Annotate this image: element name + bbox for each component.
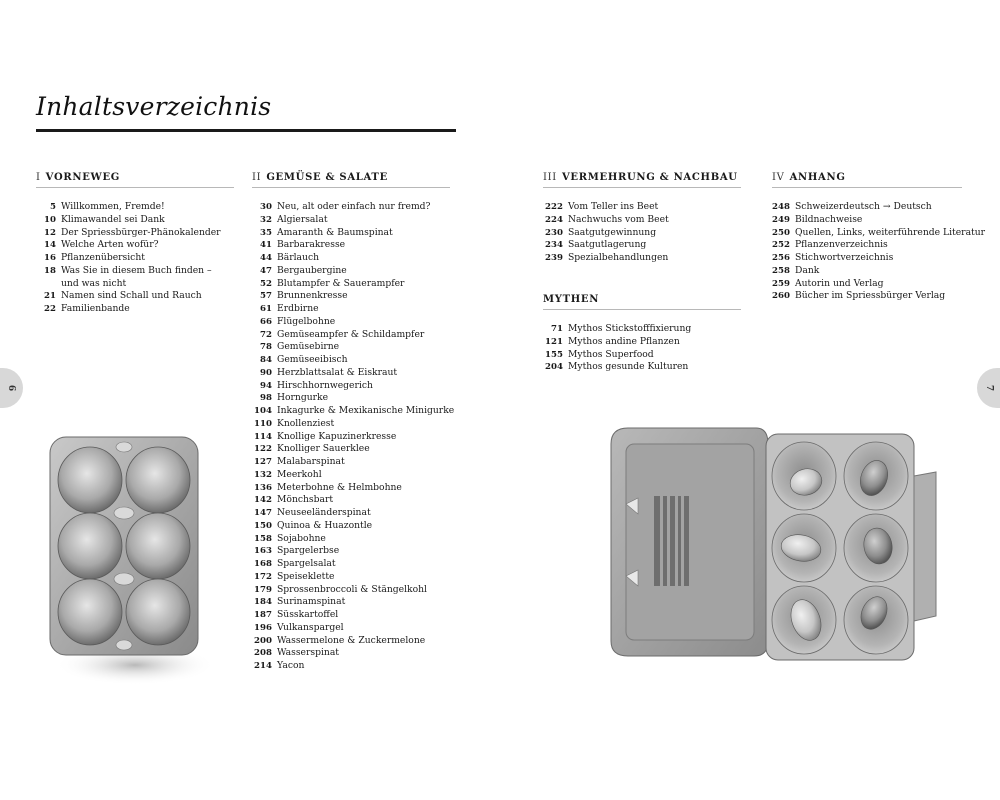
toc-entry-list: [252, 201, 455, 673]
toc-entry-label: Mythos gesunde Kulturen: [568, 361, 689, 373]
toc-page-number: 32: [260, 214, 272, 225]
toc-page-number: 222: [545, 202, 563, 212]
toc-entry[interactable]: [543, 252, 741, 265]
toc-entry[interactable]: [252, 329, 450, 342]
section-heading: [772, 172, 962, 188]
toc-entry[interactable]: [543, 349, 741, 362]
toc-page-number: 230: [545, 227, 563, 238]
toc-page-number: 163: [254, 546, 272, 557]
toc-page-number: 224: [545, 214, 563, 225]
toc-page-number: 136: [254, 482, 272, 493]
toc-page-number: 239: [545, 253, 563, 263]
toc-entry-label: Klimawandel sei Dank: [61, 213, 165, 225]
toc-entry-label: Surinamspinat: [277, 596, 346, 608]
toc-page-number: 16: [44, 253, 56, 263]
toc-page-number: 104: [254, 406, 272, 416]
toc-entry-label: Erdbirne: [277, 303, 319, 314]
toc-page-number: 256: [772, 253, 790, 263]
toc-entry[interactable]: [252, 316, 450, 329]
toc-entry-label: Knolliger Sauerklee: [277, 443, 370, 455]
toc-entry[interactable]: [252, 265, 450, 278]
toc-entry-list: [36, 201, 234, 316]
toc-page-number: 127: [254, 457, 272, 467]
toc-entry[interactable]: [772, 290, 962, 303]
toc-entry[interactable]: [36, 278, 234, 291]
toc-page-number: 52: [260, 278, 272, 289]
page-number-tab-right: [977, 368, 1000, 408]
toc-page-number: 179: [254, 584, 272, 595]
toc-entry[interactable]: [252, 507, 450, 520]
toc-entry-label: Vulkanspargel: [277, 621, 344, 633]
toc-entry-label: Meterbohne & Helmbohne: [277, 481, 402, 493]
toc-entry-label: Amaranth & Baumspinat: [277, 226, 393, 238]
toc-entry-label: Nachwuchs vom Beet: [568, 213, 669, 225]
toc-entry[interactable]: [543, 361, 741, 374]
toc-entry-label: Spargelerbse: [277, 545, 340, 557]
toc-entry-label: Flügelbohne: [277, 315, 336, 327]
toc-entry-label: Malabarspinat: [277, 456, 345, 467]
toc-page-number: 196: [254, 622, 272, 633]
toc-page-number: 122: [254, 444, 272, 455]
toc-page-number: 84: [260, 355, 272, 365]
toc-entry-label: Sprossenbroccoli & Stängelkohl: [277, 583, 427, 595]
toc-entry-label: Was Sie in diesem Buch finden –: [61, 264, 212, 276]
toc-entry[interactable]: [252, 456, 450, 469]
section-title: MYTHEN: [543, 294, 600, 305]
toc-entry[interactable]: [252, 367, 450, 380]
toc-page-number: 200: [254, 635, 272, 646]
toc-page-number: 78: [260, 342, 272, 353]
toc-entry[interactable]: [543, 201, 741, 214]
toc-page-number: 90: [260, 367, 272, 378]
toc-entry-label: Algiersalat: [277, 213, 328, 225]
toc-entry[interactable]: [252, 647, 450, 660]
toc-entry[interactable]: [772, 214, 962, 227]
toc-entry[interactable]: [252, 584, 450, 597]
toc-page-number: 47: [260, 265, 272, 276]
toc-entry[interactable]: [252, 494, 450, 507]
toc-entry[interactable]: [36, 252, 234, 265]
toc-entry[interactable]: [252, 596, 450, 609]
section-anhang: [772, 172, 986, 303]
toc-entry-label: Brunnenkresse: [277, 290, 348, 302]
toc-entry-label: Vom Teller ins Beet: [568, 201, 659, 212]
toc-entry[interactable]: [36, 265, 234, 278]
toc-entry[interactable]: [252, 239, 450, 252]
toc-page-number: 18: [44, 265, 56, 276]
section-heading: [252, 172, 450, 188]
toc-entry-label: Barbarakresse: [277, 239, 346, 251]
toc-entry[interactable]: [252, 622, 450, 635]
toc-page-number: 72: [260, 329, 272, 340]
toc-page-number: 14: [44, 240, 56, 251]
toc-entry-label: Sojabohne: [277, 532, 326, 544]
toc-entry[interactable]: [252, 558, 450, 571]
toc-entry[interactable]: [772, 265, 962, 278]
toc-page-number: 155: [545, 349, 563, 360]
toc-page-number: 214: [254, 661, 272, 671]
toc-entry[interactable]: [252, 278, 450, 291]
section-number: II: [252, 172, 262, 183]
section-title: VERMEHRUNG & NACHBAU: [561, 172, 738, 183]
toc-entry-label: Yacon: [277, 660, 305, 671]
toc-page-number: 132: [254, 469, 272, 480]
toc-entry-label: und was nicht: [61, 277, 127, 289]
toc-entry-list: [543, 323, 741, 374]
toc-entry-label: Namen sind Schall und Rauch: [61, 290, 202, 302]
toc-entry-label: Horngurke: [277, 392, 329, 404]
toc-page-number: 249: [772, 214, 790, 225]
toc-entry-list: [772, 201, 986, 303]
toc-entry[interactable]: [252, 303, 450, 316]
toc-entry[interactable]: [36, 227, 234, 240]
toc-entry[interactable]: [36, 214, 234, 227]
toc-page-number: 259: [772, 278, 790, 289]
toc-entry-label: Willkommen, Fremde!: [61, 201, 165, 212]
toc-entry-label: Welche Arten wofür?: [61, 239, 159, 251]
toc-entry-label: Neu, alt oder einfach nur fremd?: [277, 201, 431, 212]
toc-page-number: 66: [260, 316, 272, 327]
toc-entry[interactable]: [36, 201, 234, 214]
toc-page-number: 61: [260, 304, 272, 314]
toc-page-number: 12: [44, 227, 56, 238]
toc-page-number: 172: [254, 571, 272, 582]
section-gemuese-salate: [252, 172, 455, 673]
toc-entry[interactable]: [252, 469, 450, 482]
toc-page-number: [36, 278, 61, 291]
toc-page-number: 35: [260, 227, 272, 238]
toc-entry[interactable]: [252, 214, 450, 227]
toc-entry-label: Pflanzenübersicht: [61, 252, 145, 263]
toc-entry-label: Gemüseampfer & Schildampfer: [277, 328, 425, 340]
toc-entry[interactable]: [252, 443, 450, 456]
toc-entry[interactable]: [252, 571, 450, 584]
title-rule: [36, 129, 456, 132]
toc-page-number: 44: [260, 253, 272, 263]
toc-entry-label: Blutampfer & Sauerampfer: [277, 277, 405, 289]
toc-entry[interactable]: [252, 660, 450, 673]
toc-entry-label: Stichwortverzeichnis: [795, 252, 894, 263]
toc-entry-label: Spezialbehandlungen: [568, 252, 669, 263]
toc-entry-list: [543, 201, 741, 265]
toc-entry-label: Gemüseeibisch: [277, 354, 348, 365]
toc-entry[interactable]: [252, 533, 450, 546]
toc-entry[interactable]: [252, 380, 450, 393]
toc-entry[interactable]: [252, 341, 450, 354]
toc-entry[interactable]: [252, 418, 450, 431]
toc-entry-label: Spargelsalat: [277, 558, 336, 569]
section-heading: [36, 172, 234, 188]
section-title: GEMÜSE & SALATE: [266, 172, 388, 183]
toc-page-number: 204: [545, 362, 563, 373]
toc-entry-label: Gemüsebirne: [277, 341, 340, 353]
toc-entry[interactable]: [252, 520, 450, 533]
toc-page-number: 30: [260, 202, 272, 212]
toc-entry[interactable]: [772, 226, 986, 240]
toc-entry-label: Autorin und Verlag: [795, 277, 884, 289]
page-number-tab-left: [0, 368, 23, 408]
toc-page-number: 121: [545, 336, 563, 347]
section-vorneweg: [36, 172, 234, 316]
toc-entry-label: Inkagurke & Mexikanische Minigurke: [277, 405, 455, 416]
toc-entry-label: Mythos Superfood: [568, 348, 654, 360]
toc-entry-label: Knollenziest: [277, 417, 335, 429]
toc-page-number: 94: [260, 380, 272, 391]
toc-entry[interactable]: [543, 227, 741, 240]
toc-entry-label: Der Spriessbürger-Phänokalender: [61, 226, 221, 238]
toc-entry-label: Quinoa & Huazontle: [277, 519, 373, 531]
toc-entry-label: Saatgutlagerung: [568, 239, 647, 251]
toc-entry[interactable]: [36, 239, 234, 252]
egg-carton-open-photo: [606, 416, 961, 701]
toc-page-number: 21: [44, 291, 56, 302]
toc-entry-label: Bücher im Spriessbürger Verlag: [795, 290, 946, 302]
page-title: Inhaltsverzeichnis: [36, 92, 272, 121]
toc-entry[interactable]: [772, 239, 962, 252]
toc-page-number: 250: [772, 227, 790, 238]
toc-page-number: 5: [50, 202, 56, 212]
toc-entry-label: Bärlauch: [277, 252, 320, 263]
toc-entry[interactable]: [252, 482, 450, 495]
toc-page-number: 187: [254, 610, 272, 620]
toc-page-number: 184: [254, 597, 272, 608]
toc-entry[interactable]: [543, 239, 741, 252]
toc-entry-label: Neuseeländerspinat: [277, 507, 371, 518]
toc-entry-label: Bildnachweise: [795, 213, 863, 225]
toc-entry-label: Knollige Kapuzinerkresse: [277, 430, 397, 442]
toc-entry[interactable]: [772, 278, 962, 291]
toc-entry[interactable]: [252, 545, 450, 558]
toc-page-number: 142: [254, 495, 272, 506]
section-heading: [543, 294, 741, 310]
toc-entry[interactable]: [252, 392, 450, 405]
toc-entry-label: Dank: [795, 264, 820, 276]
toc-page-number: 71: [551, 324, 563, 334]
section-number: IV: [772, 172, 785, 183]
toc-page-number: 248: [772, 202, 790, 212]
toc-entry-label: Schweizerdeutsch → Deutsch: [795, 201, 932, 212]
toc-entry-label: Hirschhornwegerich: [277, 379, 373, 391]
page-number-right: 7: [983, 384, 994, 392]
toc-entry-label: Familienbande: [61, 303, 130, 314]
toc-page-number: 41: [260, 240, 272, 251]
toc-page-number: 258: [772, 265, 790, 276]
section-heading: [543, 172, 741, 188]
toc-entry[interactable]: [543, 323, 741, 336]
toc-entry[interactable]: [36, 290, 234, 303]
toc-page-number: 158: [254, 533, 272, 544]
section-number: III: [543, 172, 557, 183]
section-number: I: [36, 172, 41, 183]
toc-entry-label: Bergaubergine: [277, 264, 347, 276]
toc-entry-label: Mythos Stickstofffixierung: [568, 323, 692, 334]
toc-entry[interactable]: [252, 431, 450, 444]
toc-entry-label: Wassermelone & Zuckermelone: [277, 634, 426, 646]
toc-entry[interactable]: [252, 227, 450, 240]
toc-entry[interactable]: [252, 609, 450, 622]
toc-entry[interactable]: [252, 290, 450, 303]
toc-entry-label: Herzblattsalat & Eiskraut: [277, 366, 398, 378]
toc-page-number: 234: [545, 240, 563, 251]
toc-entry[interactable]: [543, 214, 741, 227]
egg-carton-closed-photo: [40, 425, 210, 690]
toc-page-number: 98: [260, 393, 272, 404]
toc-page-number: 10: [44, 214, 56, 225]
toc-entry-label: Wasserspinat: [277, 647, 340, 659]
toc-entry-label: Mythos andine Pflanzen: [568, 335, 680, 347]
toc-entry-label: Pflanzenverzeichnis: [795, 239, 888, 251]
section-title: VORNEWEG: [45, 172, 121, 183]
toc-entry[interactable]: [252, 405, 455, 418]
toc-entry-label: Speiseklette: [277, 570, 335, 582]
toc-entry[interactable]: [252, 354, 450, 367]
toc-entry-label: Mönchsbart: [277, 494, 334, 506]
section-mythen: [543, 294, 741, 374]
toc-entry[interactable]: [36, 303, 234, 316]
toc-page-number: 260: [772, 291, 790, 302]
toc-entry[interactable]: [543, 336, 741, 349]
toc-page-number: 168: [254, 559, 272, 569]
toc-entry-label: Quellen, Links, weiterführende Literatur: [795, 226, 986, 238]
toc-entry-label: Süsskartoffel: [277, 609, 339, 620]
toc-entry[interactable]: [252, 201, 450, 214]
toc-page-number: 252: [772, 240, 790, 251]
page-number-left: 6: [5, 384, 16, 392]
toc-entry[interactable]: [772, 201, 962, 214]
toc-entry-label: Meerkohl: [277, 468, 322, 480]
toc-entry-label: Saatgutgewinnung: [568, 226, 657, 238]
toc-page-number: 22: [44, 304, 56, 314]
toc-page-number: 110: [254, 418, 272, 429]
toc-page-number: 150: [254, 520, 272, 531]
toc-page-number: 114: [254, 431, 272, 442]
section-title: ANHANG: [789, 172, 846, 183]
toc-entry[interactable]: [252, 252, 450, 265]
toc-entry[interactable]: [772, 252, 962, 265]
section-vermehrung-nachbau: [543, 172, 741, 265]
toc-page-number: 57: [260, 291, 272, 302]
toc-entry[interactable]: [252, 635, 450, 648]
toc-page-number: 147: [254, 508, 272, 518]
toc-page-number: 208: [254, 648, 272, 659]
